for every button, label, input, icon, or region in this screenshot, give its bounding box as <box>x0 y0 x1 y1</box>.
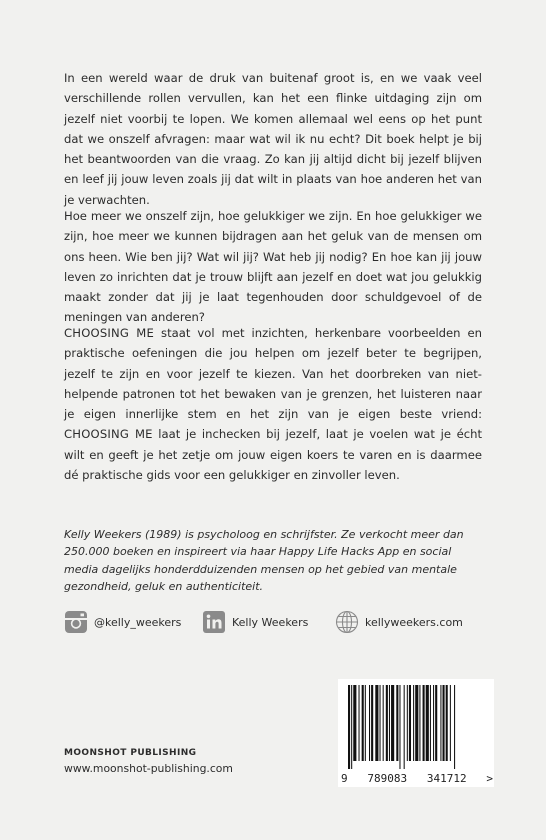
book-title-mention: CHOOSING ME <box>64 326 155 340</box>
instagram-icon <box>64 610 88 634</box>
isbn-barcode <box>338 679 494 787</box>
publisher-url: www.moonshot-publishing.com <box>64 762 233 775</box>
barcode-bar <box>423 685 425 761</box>
social-links <box>64 609 484 635</box>
blurb-paragraph-1: In een wereld waar de druk van buitenaf groot is, en we vaak veel verschillende rollen vervullen, kan het een flinke uitdaging zijn om jezelf niet voorbij te lopen. We komen allemaal wel eens op het punt dat we onszelf afvragen: maar wat wil ik nu echt? Dit boek helpt je bij het beantwoorden van die vraag. Zo kan jij altijd dicht bij jezelf blijven en leef jij jouw leven zoals jij dat wilt in plaats van hoe anderen het van je verwachten. <box>64 71 482 207</box>
barcode-bar <box>348 685 350 769</box>
isbn-group-1: 789083 <box>367 772 408 785</box>
barcode-bar <box>362 685 364 761</box>
barcode-bar <box>426 685 429 761</box>
barcode-bar <box>353 685 356 761</box>
barcode-bar <box>359 685 360 761</box>
website-url: kellyweekers.com <box>365 615 463 629</box>
instagram-handle: @kelly_weekers <box>94 615 182 629</box>
barcode-bar <box>365 685 366 761</box>
linkedin-icon <box>202 610 226 634</box>
barcode-bar <box>409 685 411 761</box>
blurb-paragraph-2: Hoe meer we onszelf zijn, hoe gelukkiger we zijn. En hoe gelukkiger we zijn, hoe meer we kunnen bijdragen aan het geluk van de mensen om ons heen. Wie ben jij? Wat wil jij? Wat heb jij nodig? En hoe kan jij jouw leven zo inrichten dat je trouw blijft aan jezelf en doet wat jou gelukkig maakt zonder dat jij je laat tegenhouden door schuldgevoel of de meningen van anderen? <box>64 209 482 325</box>
barcode-bar <box>375 685 378 761</box>
globe-icon <box>335 610 359 634</box>
book-title-mention-2: CHOOSING ME <box>64 427 153 442</box>
barcode-bar <box>435 685 437 761</box>
barcode-bar <box>369 685 370 761</box>
barcode-bar <box>407 685 408 761</box>
isbn-number <box>341 772 493 785</box>
barcode-bar <box>440 685 441 761</box>
linkedin-name: Kelly Weekers <box>232 615 309 629</box>
barcode-bar <box>443 685 445 761</box>
isbn-group-2: 341712 <box>426 772 467 785</box>
isbn-prefix-digit: 9 <box>341 772 348 785</box>
author-bio: Kelly Weekers (1989) is psycholoog en schrijfster. Ze verkocht meer dan 250.000 boeken en inspireert via haar Happy Life Hacks App en social media dagelijks honderdduizenden mensen op het gebied van mentale gezondheid, geluk en authenticiteit. <box>64 528 464 593</box>
isbn-quiet-zone-marker: > <box>486 772 493 785</box>
barcode-bar <box>415 685 418 761</box>
barcode-bar <box>391 685 394 761</box>
barcode-bar <box>404 685 405 769</box>
social-instagram <box>64 609 181 635</box>
barcode-bar <box>454 685 455 769</box>
barcode-bar <box>430 685 431 761</box>
barcode-bar <box>371 685 373 761</box>
barcode-bar <box>396 685 398 761</box>
blurb-paragraph-3-part-a: staat vol met inzichten, herkenbare voorbeelden en praktische oefeningen die jou helpen om jezelf beter te begrijpen, jezelf te zijn en voor jezelf te kiezen. Van het doorbreken van niet-helpende patronen tot het bewaken van je grenzen, het luisteren naar je eigen innerlijke stem en het zijn van je eigen beste vriend: <box>64 326 483 422</box>
barcode-bar <box>419 685 420 761</box>
publisher-name: MOONSHOT PUBLISHING <box>64 748 197 758</box>
barcode-bar <box>386 685 388 761</box>
barcode-bar <box>433 685 434 761</box>
social-website <box>335 609 463 635</box>
blurb-paragraph-3-part-b: laat je inchecken bij jezelf, laat je voelen wat je écht wilt en geeft je het zetje om jouw eigen koers te varen en is daarmee dé praktische gids voor een gelukkiger en zinvoller leven. <box>64 427 482 483</box>
blurb-paragraph-3 <box>64 323 482 485</box>
barcode-bar <box>389 685 390 761</box>
barcode-bar <box>446 685 448 761</box>
social-linkedin <box>202 609 308 635</box>
barcode-bar <box>413 685 414 761</box>
barcode-bar <box>450 685 451 761</box>
barcode-bar <box>383 685 384 761</box>
barcode-bar <box>380 685 381 761</box>
barcode-bar <box>399 685 400 769</box>
barcode-bar <box>351 685 352 769</box>
